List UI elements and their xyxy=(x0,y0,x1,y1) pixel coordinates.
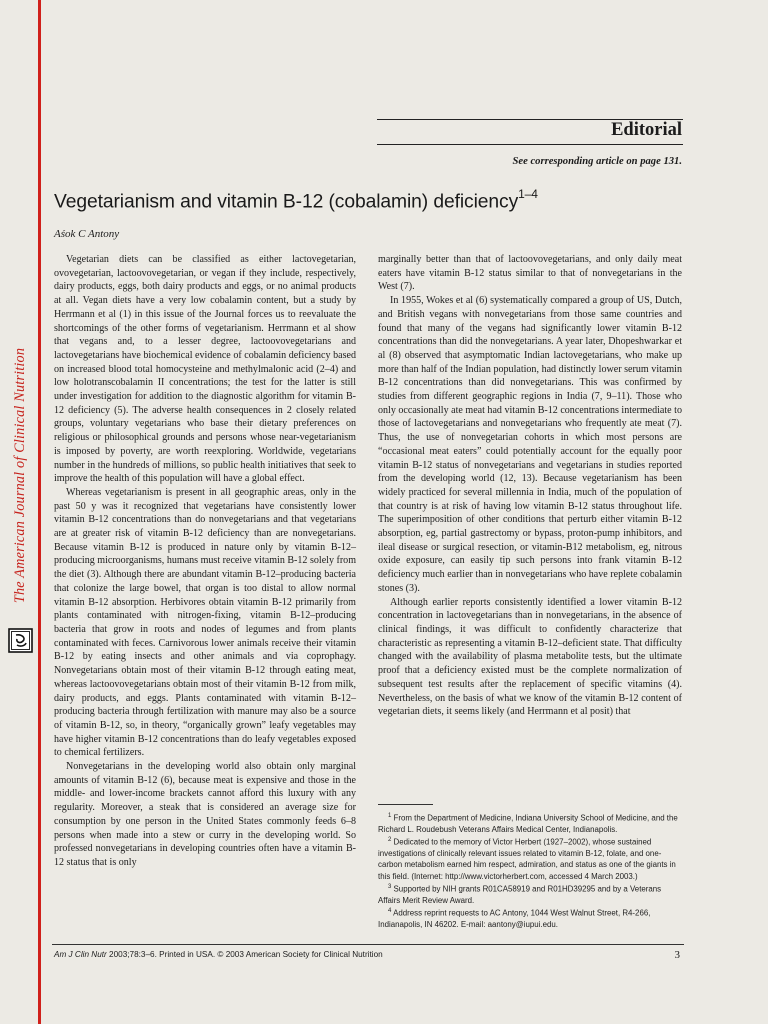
footnote-text: Address reprint requests to AC Antony, 1044 West Walnut Street, R4-266, Indianapolis, IN 46202. E-mail: aantony@iupui.edu. xyxy=(378,908,651,929)
footnote xyxy=(378,906,684,930)
page-number: 3 xyxy=(674,949,680,961)
citation-details: 2003;78:3–6. Printed in USA. © 2003 American Society for Clinical Nutrition xyxy=(106,950,383,959)
section-rule-bottom xyxy=(377,144,683,145)
title-footnote-marks: 1–4 xyxy=(518,187,538,201)
footnote-text: Dedicated to the memory of Victor Herbert (1927–2002), whose sustained investigations of clinically relevant issues related to vitamin B-12, folate, and one-carbon metabolism earned him respect, admiration, and status as one of the giants in this field. (Internet: http://www.victorherbert.com, accessed 4 March 2003.) xyxy=(378,837,676,881)
footnote-mark: 2 xyxy=(388,837,392,844)
paragraph: In 1955, Wokes et al (6) systematically compared a group of US, Dutch, and British vegans with nonvegetarians from those same countries and found that many of the vegans had significantly lower vitamin B-12 concentrations than did the nonvegetarians. A year later, Dhopeshwarkar et al (8) observed that asymptomatic Indian lactovegetarians, who make up more than half of the Indian population, had distinctly lower serum vitamin B-12 concentrations than did nonvegetarians. This was confirmed by studies from different geographic regions in India (7, 9–11). Those who only occasionally ate meat had vitamin B-12 concentrations intermediate to those of lactovegetarians and nonvegetarians who frequently ate meat (7). Thus, the use of nonvegetarian cohorts in which most persons are “occasional meat eaters” could potentially account for the equally poor vitamin B-12 status of nonvegetarians and vegetarians in studies reported from the developing world (12, 13). Because vegetarianism has been widely practiced for several millennia in India, much of the population of that country is at risk of having low vitamin B-12 status throughout life. The superimposition of other conditions that perturb either vitamin B-12 absorption, eg, partial gastrectomy or bypass, proton-pump inhibitors, and ileal disease or surgical resection, or vitamin-B12 metabolism, eg, nitrous oxide exposure, can easily tip such persons into frank vitamin B-12 deficiency much earlier than in nonvegetarians who have replete cobalamin stones (3). xyxy=(378,295,682,594)
footnote-mark: 4 xyxy=(388,907,392,914)
paragraph: Vegetarian diets can be classified as either lactovegetarian, ovovegetarian, lactoovovegetarian, or vegan if they include, respectively, dairy products, eggs, both dairy products and eggs, or no animal products at all. Vegan diets have a very low cobalamin content, but a study by Herrmann et al (1) in this issue of the Journal forces us to reevaluate the shortcomings of the other forms of vegetarianism. Herrmann et al show that vegans and, to a lesser degree, lactoovovegetarians and lactovegetarians have biochemical evidence of cobalamin deficiency based on increased blood total homocysteine and methylmalonic acid (2–4) and low holotranscobalamin II concentrations; the test for the latter is still under investigation for addition to the diagnostic algorithm for vitamin B-12 deficiency (5). The adverse health consequences in 2 closely related groups, voluntary vegetarians who base their dietary preferences on religious or philosophical grounds and persons whose near-vegetarianism is imposed by poverty, are worth reexploring. Worldwide, vegetarians number in the hundreds of millions, so public health initiatives that seek to improve the health of this population will have a global effect. xyxy=(54,254,356,485)
journal-logo-icon xyxy=(8,628,33,653)
body-column-right xyxy=(378,253,682,719)
author-name: Aśok C Antony xyxy=(54,228,120,240)
paragraph: Although earlier reports consistently identified a lower vitamin B-12 concentration in lactovegetarians than in nonvegetarians, in the absence of clinical findings, it was difficult to confidently characterize that characteristic as representing a vitamin B-12–deficient state. That difficulty changed with the availability of plasma metabolite tests, but the ultimate proof that a deficiency existed must be the complete normalization of subsequent test results after the replacement of specific vitamins (4). Nevertheless, on the basis of what we know of the vitamin B-12 content of vegetarian diets, it seems likely (and Herrmann et al posit) that xyxy=(378,596,682,718)
footnote-rule xyxy=(378,804,433,805)
footnote xyxy=(378,882,684,906)
corresponding-article-note: See corresponding article on page 131. xyxy=(512,156,682,167)
body-column-left xyxy=(54,253,356,870)
footnote-mark: 3 xyxy=(388,883,392,890)
journal-name: The American Journal of Clinical Nutrition xyxy=(12,347,29,603)
paragraph: Whereas vegetarianism is present in all geographic areas, only in the past 50 y was it recognized that vegetarians have consistently lower vitamin B-12 concentrations than do nonvegetarians and that vegetarians are at greater risk of vitamin B-12 deficiency than are nonvegetarians. Because vitamin B-12 is produced in nature only by vitamin B-12–producing microorganisms, humans must receive vitamin B-12 solely from the diet (3). Although there are abundant vitamin B-12–producing bacteria that colonize the large bowel, that organ is too distal to allow normal vitamin B-12 absorption. Herbivores obtain vitamin B-12 primarily from plants contaminated with nitrogen-fixing, vitamin B-12–producing bacteria that grow in roots and nodes of legumes and from plants contaminated with feces. Carnivorous lower animals receive their vitamin B-12 by eating insects and other animals and via coprophagy. Nonvegetarians obtain most of their vitamin B-12 through eating meat, whereas lactoovovegetarians obtain most of their vitamin B-12 from milk, dairy products, and eggs. Plants contaminated with vitamin B-12–producing bacteria through fertilization with manure may also be a source of vitamin B-12, so, in theory, “organically grown” leafy vegetables may have higher vitamin B-12 concentrations than do leafy vegetables exposed to chemical fertilizers. xyxy=(54,486,357,759)
footer-rule xyxy=(52,944,684,945)
journal-sidebar-rule xyxy=(38,0,41,1024)
article-title xyxy=(54,189,538,213)
journal-name-vertical xyxy=(10,344,32,606)
section-label: Editorial xyxy=(611,120,682,140)
article-title-text: Vegetarianism and vitamin B-12 (cobalamin) deficiency xyxy=(54,191,519,213)
footnotes xyxy=(378,811,684,930)
citation-journal: Am J Clin Nutr xyxy=(54,950,107,959)
citation-line xyxy=(54,950,383,959)
footnote xyxy=(378,835,684,882)
footnote-text: From the Department of Medicine, Indiana University School of Medicine, and the Richard L. Roudebush Veterans Affairs Medical Center, Indianapolis. xyxy=(378,813,678,834)
footnote-text: Supported by NIH grants R01CA58919 and R01HD39295 and by a Veterans Affairs Merit Review Award. xyxy=(378,884,662,905)
paragraph: marginally better than that of lactoovovegetarians, and only daily meat eaters have vitamin B-12 status similar to that of nonvegetarians in the West (7). xyxy=(378,254,682,293)
footnote xyxy=(378,811,684,835)
paragraph: Nonvegetarians in the developing world also obtain only marginal amounts of vitamin B-12 (6), because meat is expensive and those in the middle- and lower-income brackets cannot afford this luxury with any regularity. Moreover, a steak that is considered an average size for consumption by one person in the United States commonly feeds 6–8 persons when made into a stew or curry in the developing world. So professed nonvegetarians in developing countries often have a vitamin B-12 status that is only xyxy=(54,761,356,868)
footnote-mark: 1 xyxy=(388,813,392,819)
